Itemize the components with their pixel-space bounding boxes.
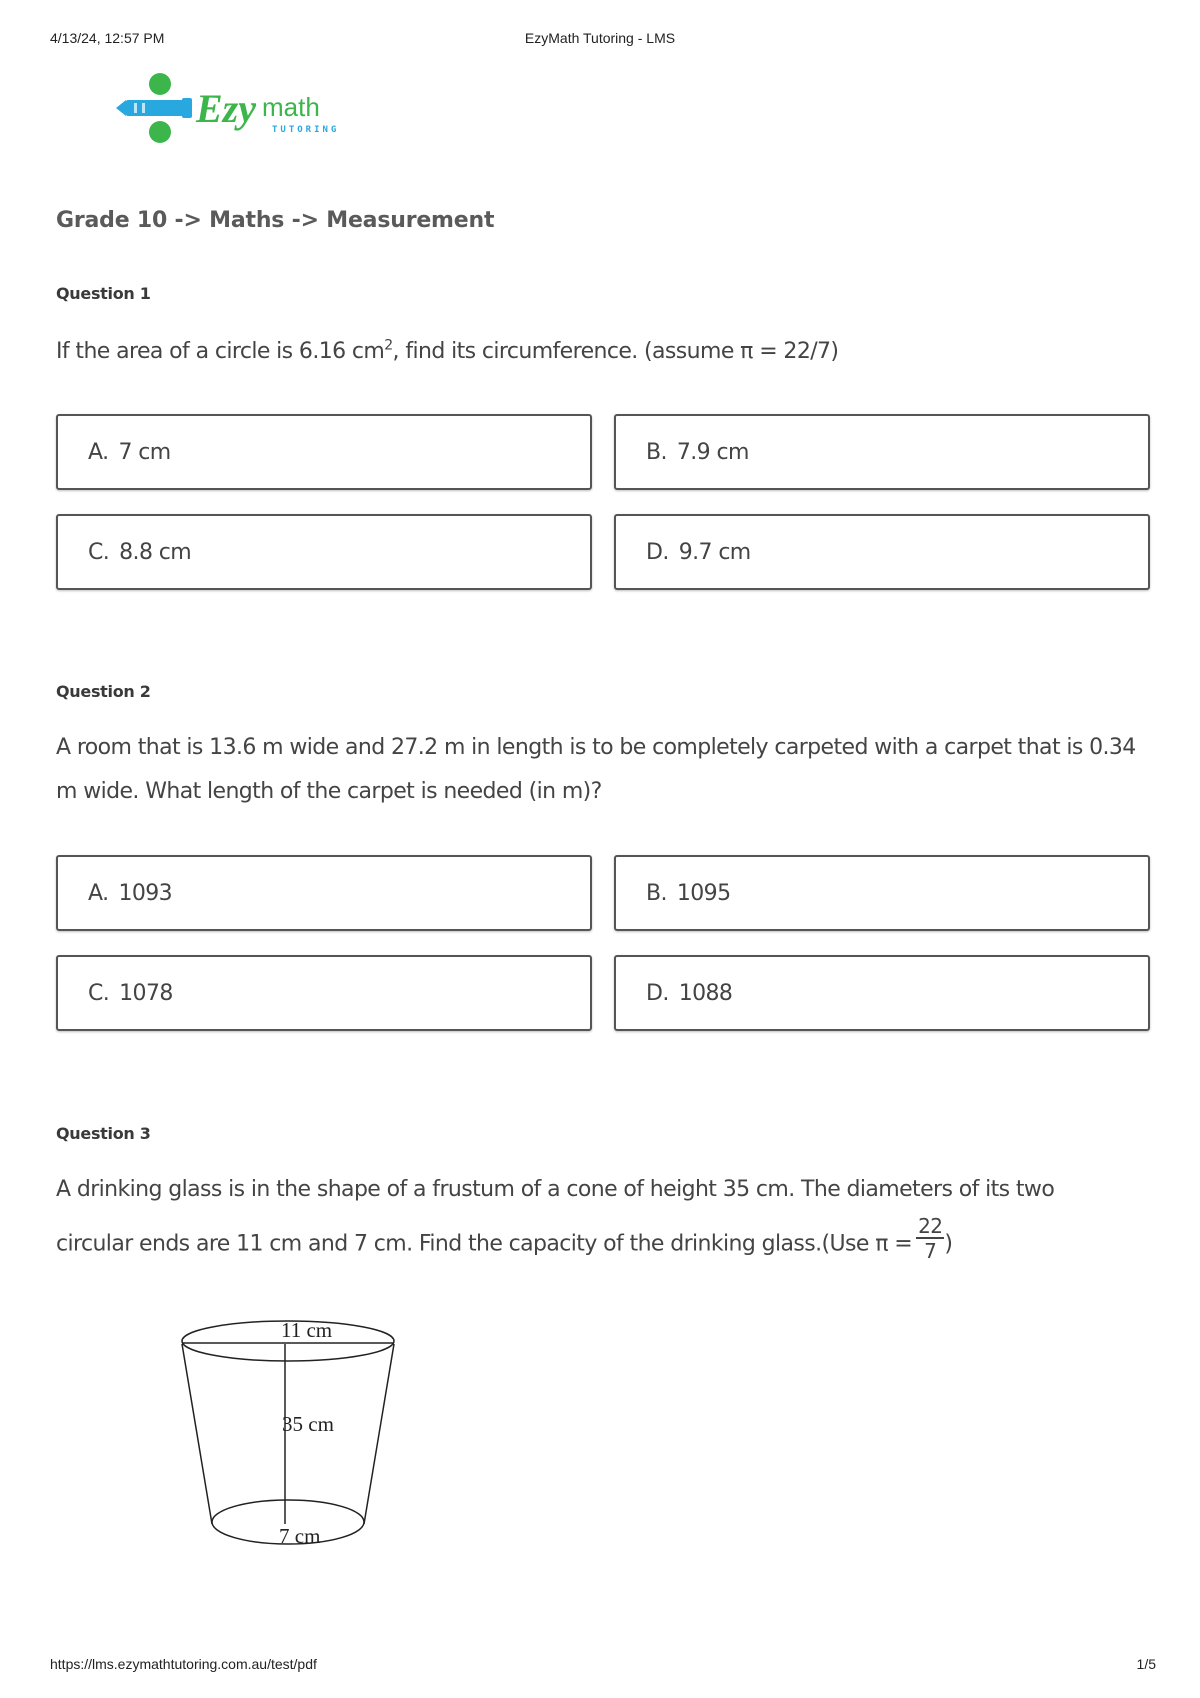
frustum-left-side <box>182 1344 212 1524</box>
figure-label-bottom: 7 cm <box>279 1524 321 1548</box>
frustum-figure <box>178 1318 400 1550</box>
option-text: 9.7 cm <box>678 539 751 565</box>
option-text: 1093 <box>118 880 173 906</box>
question-3-label: Question 3 <box>56 1124 151 1143</box>
question-2-option-d[interactable] <box>614 955 1150 1031</box>
print-datetime: 4/13/24, 12:57 PM <box>50 30 165 46</box>
frustum-diagram <box>178 1318 400 1550</box>
ezymath-logo <box>112 70 372 150</box>
logo-brand-ezy: Ezy <box>196 86 256 131</box>
question-3-text-part: ) <box>944 1231 953 1257</box>
print-url[interactable]: https://lms.ezymathtutoring.com.au/test/pdf <box>50 1656 317 1672</box>
option-key: B. <box>646 439 667 465</box>
question-1-text-part: If the area of a circle is 6.16 cm <box>56 339 385 364</box>
question-1-text-part: , find its circumference. (assume π = 22/7) <box>392 339 839 364</box>
question-2-label: Question 2 <box>56 682 151 701</box>
option-key: C. <box>88 980 110 1006</box>
option-text: 8.8 cm <box>119 539 192 565</box>
fraction-denominator: 7 <box>924 1239 937 1263</box>
option-key: A. <box>88 880 109 906</box>
figure-label-top: 11 cm <box>281 1318 333 1342</box>
logo-tagline: TUTORING <box>272 125 340 135</box>
breadcrumb: Grade 10 -> Maths -> Measurement <box>56 208 495 233</box>
option-text: 1095 <box>676 880 731 906</box>
question-1-option-a[interactable] <box>56 414 592 490</box>
question-3-text-line-2 <box>56 1214 1156 1267</box>
print-title: EzyMath Tutoring - LMS <box>524 30 676 46</box>
question-1-text <box>56 330 1156 374</box>
frustum-right-side <box>364 1344 394 1524</box>
question-1-label: Question 1 <box>56 284 151 303</box>
option-key: B. <box>646 880 667 906</box>
option-text: 1078 <box>119 980 173 1006</box>
option-key: D. <box>646 539 669 565</box>
question-2-option-b[interactable] <box>614 855 1150 931</box>
question-1-superscript: 2 <box>384 337 393 354</box>
option-key: D. <box>646 980 669 1006</box>
question-3-text-line-1: A drinking glass is in the shape of a frustum of a cone of height 35 cm. The diameters of its two <box>56 1177 1055 1202</box>
option-key: C. <box>88 539 110 565</box>
page-number: 1/5 <box>1136 1656 1156 1672</box>
pi-fraction <box>916 1216 944 1261</box>
fraction-numerator: 22 <box>918 1214 943 1238</box>
option-text: 1088 <box>678 980 733 1006</box>
figure-label-height: 35 cm <box>282 1412 334 1436</box>
print-header <box>50 30 1150 50</box>
question-2-text: A room that is 13.6 m wide and 27.2 m in length is to be completely carpeted with a carpet that is 0.34 m wide. What length of the carpet is needed (in m)? <box>56 735 1136 804</box>
question-1-option-b[interactable] <box>614 414 1150 490</box>
logo-brand-math: math <box>262 92 320 122</box>
ezymath-logo-graphic <box>112 70 372 150</box>
question-1-option-d[interactable] <box>614 514 1150 590</box>
option-text: 7 cm <box>118 439 171 465</box>
option-key: A. <box>88 439 109 465</box>
option-text: 7.9 cm <box>676 439 749 465</box>
print-footer <box>50 1656 1156 1676</box>
question-2-option-a[interactable] <box>56 855 592 931</box>
question-1-option-c[interactable] <box>56 514 592 590</box>
question-3-text-part: circular ends are 11 cm and 7 cm. Find the capacity of the drinking glass.(Use π = <box>56 1231 913 1257</box>
question-2-option-c[interactable] <box>56 955 592 1031</box>
